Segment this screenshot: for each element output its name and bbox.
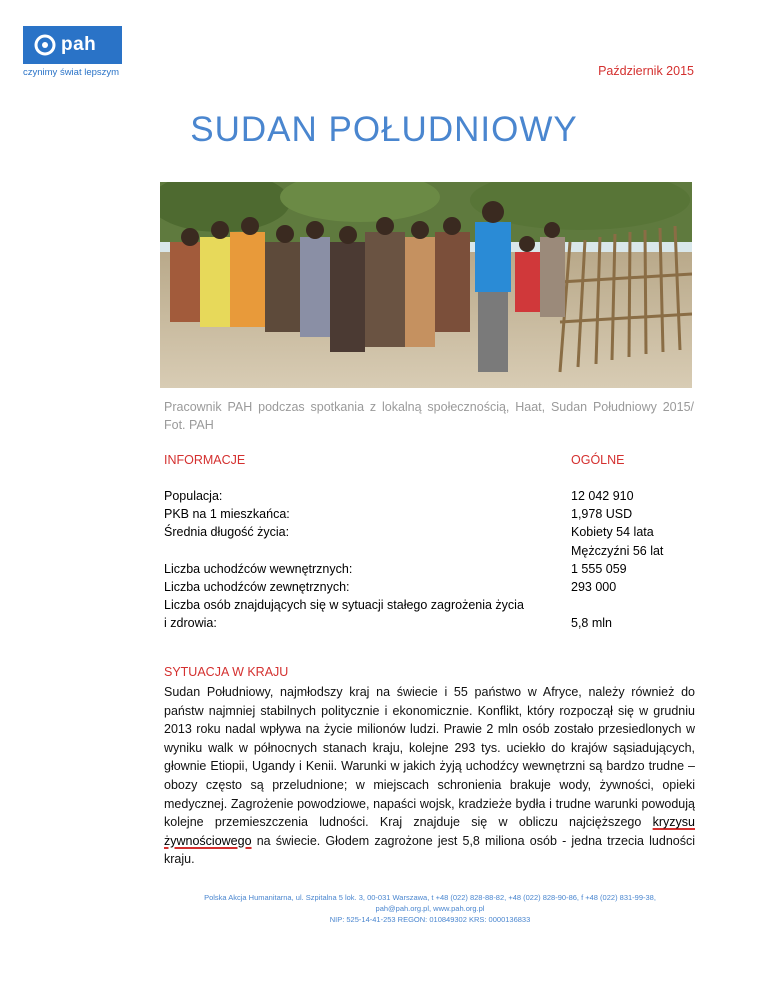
label-gdp: PKB na 1 mieszkańca:	[164, 507, 290, 522]
situation-heading: SYTUACJA W KRAJU	[164, 665, 289, 679]
value-life-men: Mężczyźni 56 lat	[571, 543, 664, 558]
label-population: Populacja:	[164, 489, 223, 503]
field-photo	[160, 182, 692, 388]
general-heading: OGÓLNE	[571, 453, 625, 467]
pah-heart-icon	[33, 33, 57, 57]
logo-tagline: czynimy świat lepszym	[23, 67, 120, 78]
info-labels	[164, 487, 524, 633]
info-values	[571, 487, 663, 633]
value-life-women: Kobiety 54 lata	[571, 525, 654, 540]
info-heading: INFORMACJE	[164, 453, 246, 467]
value-spacer	[571, 596, 663, 614]
label-life-expectancy: Średnia długość życia:	[164, 525, 290, 540]
pah-logo	[23, 26, 122, 64]
document-title: SUDAN POŁUDNIOWY	[190, 110, 578, 149]
footer-registry: NIP: 525-14-41-253 REGON: 010849302 KRS: 0000136833	[329, 915, 531, 924]
photo-caption: Pracownik PAH podczas spotkania z lokalną społecznością, Haat, Sudan Południowy 2015/ Fot. PAH	[164, 400, 694, 432]
value-external-refugees: 293 000	[571, 579, 617, 594]
situation-text-after: na świecie. Głodem zagrożone jest 5,8 miliona osób - jedna trzecia ludności kraju.	[164, 833, 695, 867]
footer-address: Polska Akcja Humanitarna, ul. Szpitalna 5 lok. 3, 00-031 Warszawa, t +48 (022) 828-88-82, +48 (022) 828-90-86, f +48 (022) 831-99-38,	[204, 893, 656, 902]
label-at-risk-cont: i zdrowia:	[164, 616, 217, 631]
document-date: Październik 2015	[598, 64, 694, 78]
value-at-risk: 5,8 mln	[571, 616, 612, 631]
situation-text	[164, 683, 695, 869]
logo-text: pah	[61, 34, 97, 55]
label-spacer	[164, 542, 524, 560]
label-internal-refugees: Liczba uchodźców wewnętrznych:	[164, 561, 353, 576]
label-external-refugees: Liczba uchodźców zewnętrznych:	[164, 579, 350, 594]
value-population: 12 042 910	[571, 489, 634, 503]
value-internal-refugees: 1 555 059	[571, 561, 627, 576]
situation-highlight: kryzysu żywnościowego	[164, 815, 695, 848]
footer-contact: pah@pah.org.pl, www.pah.org.pl	[375, 904, 485, 913]
label-at-risk: Liczba osób znajdujących się w sytuacji stałego zagrożenia życia	[164, 598, 524, 613]
footer	[160, 892, 700, 925]
value-gdp: 1,978 USD	[571, 507, 633, 522]
situation-text-before: Sudan Południowy, najmłodszy kraj na świecie i 55 państwo w Afryce, należy również do państw najmniej stabilnych politycznie i ekonomicznie. Konflikt, który rozpoczął się w grudniu 2013 roku nadal wpływa na życie milionów ludzi. Prawie 2 mln osób zostało przesiedlonych w wyniku walk w północnych stanach kraju, kolejne 293 tys. uciekło do krajów sąsiadujących, głownie Etiopii, Ugandy i Kenii. Warunki w jakich żyją uchodźcy wewnętrzni są bardzo trudne – obozy często są przeludnione; w miejscach schronienia brakuje wody, żywności, opieki medycznej. Zagrożenie powodziowe, napaści wojsk, kradzieże bydła i trudne warunki powodują kolejne przemieszczenia ludności. Kraj znajduje się w obliczu najcięższego	[164, 685, 695, 830]
